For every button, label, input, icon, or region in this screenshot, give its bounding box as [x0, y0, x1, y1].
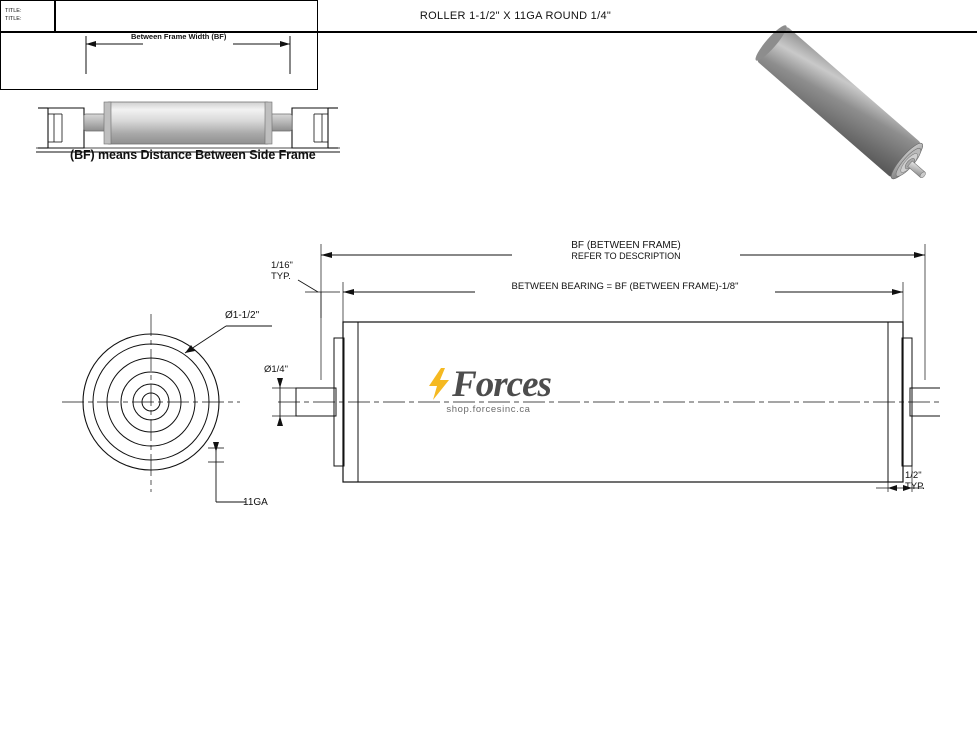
dim-shaft-dia: Ø1/4" [264, 364, 288, 375]
dim-typ-right-line1: 1/2" [905, 470, 922, 481]
title-block-label-line1: TITLE: [5, 8, 22, 14]
dim-between-bearing: BETWEEN BEARING = BF (BETWEEN FRAME)-1/8" [511, 281, 739, 292]
logo-wordmark: Forces [452, 363, 551, 405]
inset-caption: (BF) means Distance Between Side Frame [70, 148, 316, 162]
dim-wall-gauge: 11GA [243, 497, 268, 508]
company-logo [0, 31, 977, 749]
title-block-label [5, 7, 22, 24]
inset-dimension-label: Between Frame Width (BF) [128, 32, 229, 41]
dim-typ-left-line1: 1/16" [271, 260, 293, 271]
logo-website: shop.forcesinc.ca [446, 403, 531, 415]
dim-bf-line2: REFER TO DESCRIPTION [571, 251, 681, 261]
dim-roller-dia: Ø1-1/2" [225, 310, 260, 321]
drawing-title: ROLLER 1-1/2" X 11GA ROUND 1/4" [419, 9, 612, 22]
dim-typ-left-line2: TYP. [271, 271, 291, 282]
lightning-bolt-icon [426, 367, 452, 401]
dim-typ-right-line2: TYP. [905, 481, 925, 492]
title-block-label-line2: TITLE: [5, 16, 22, 23]
dim-bf-line1: BF (BETWEEN FRAME) [571, 240, 681, 251]
